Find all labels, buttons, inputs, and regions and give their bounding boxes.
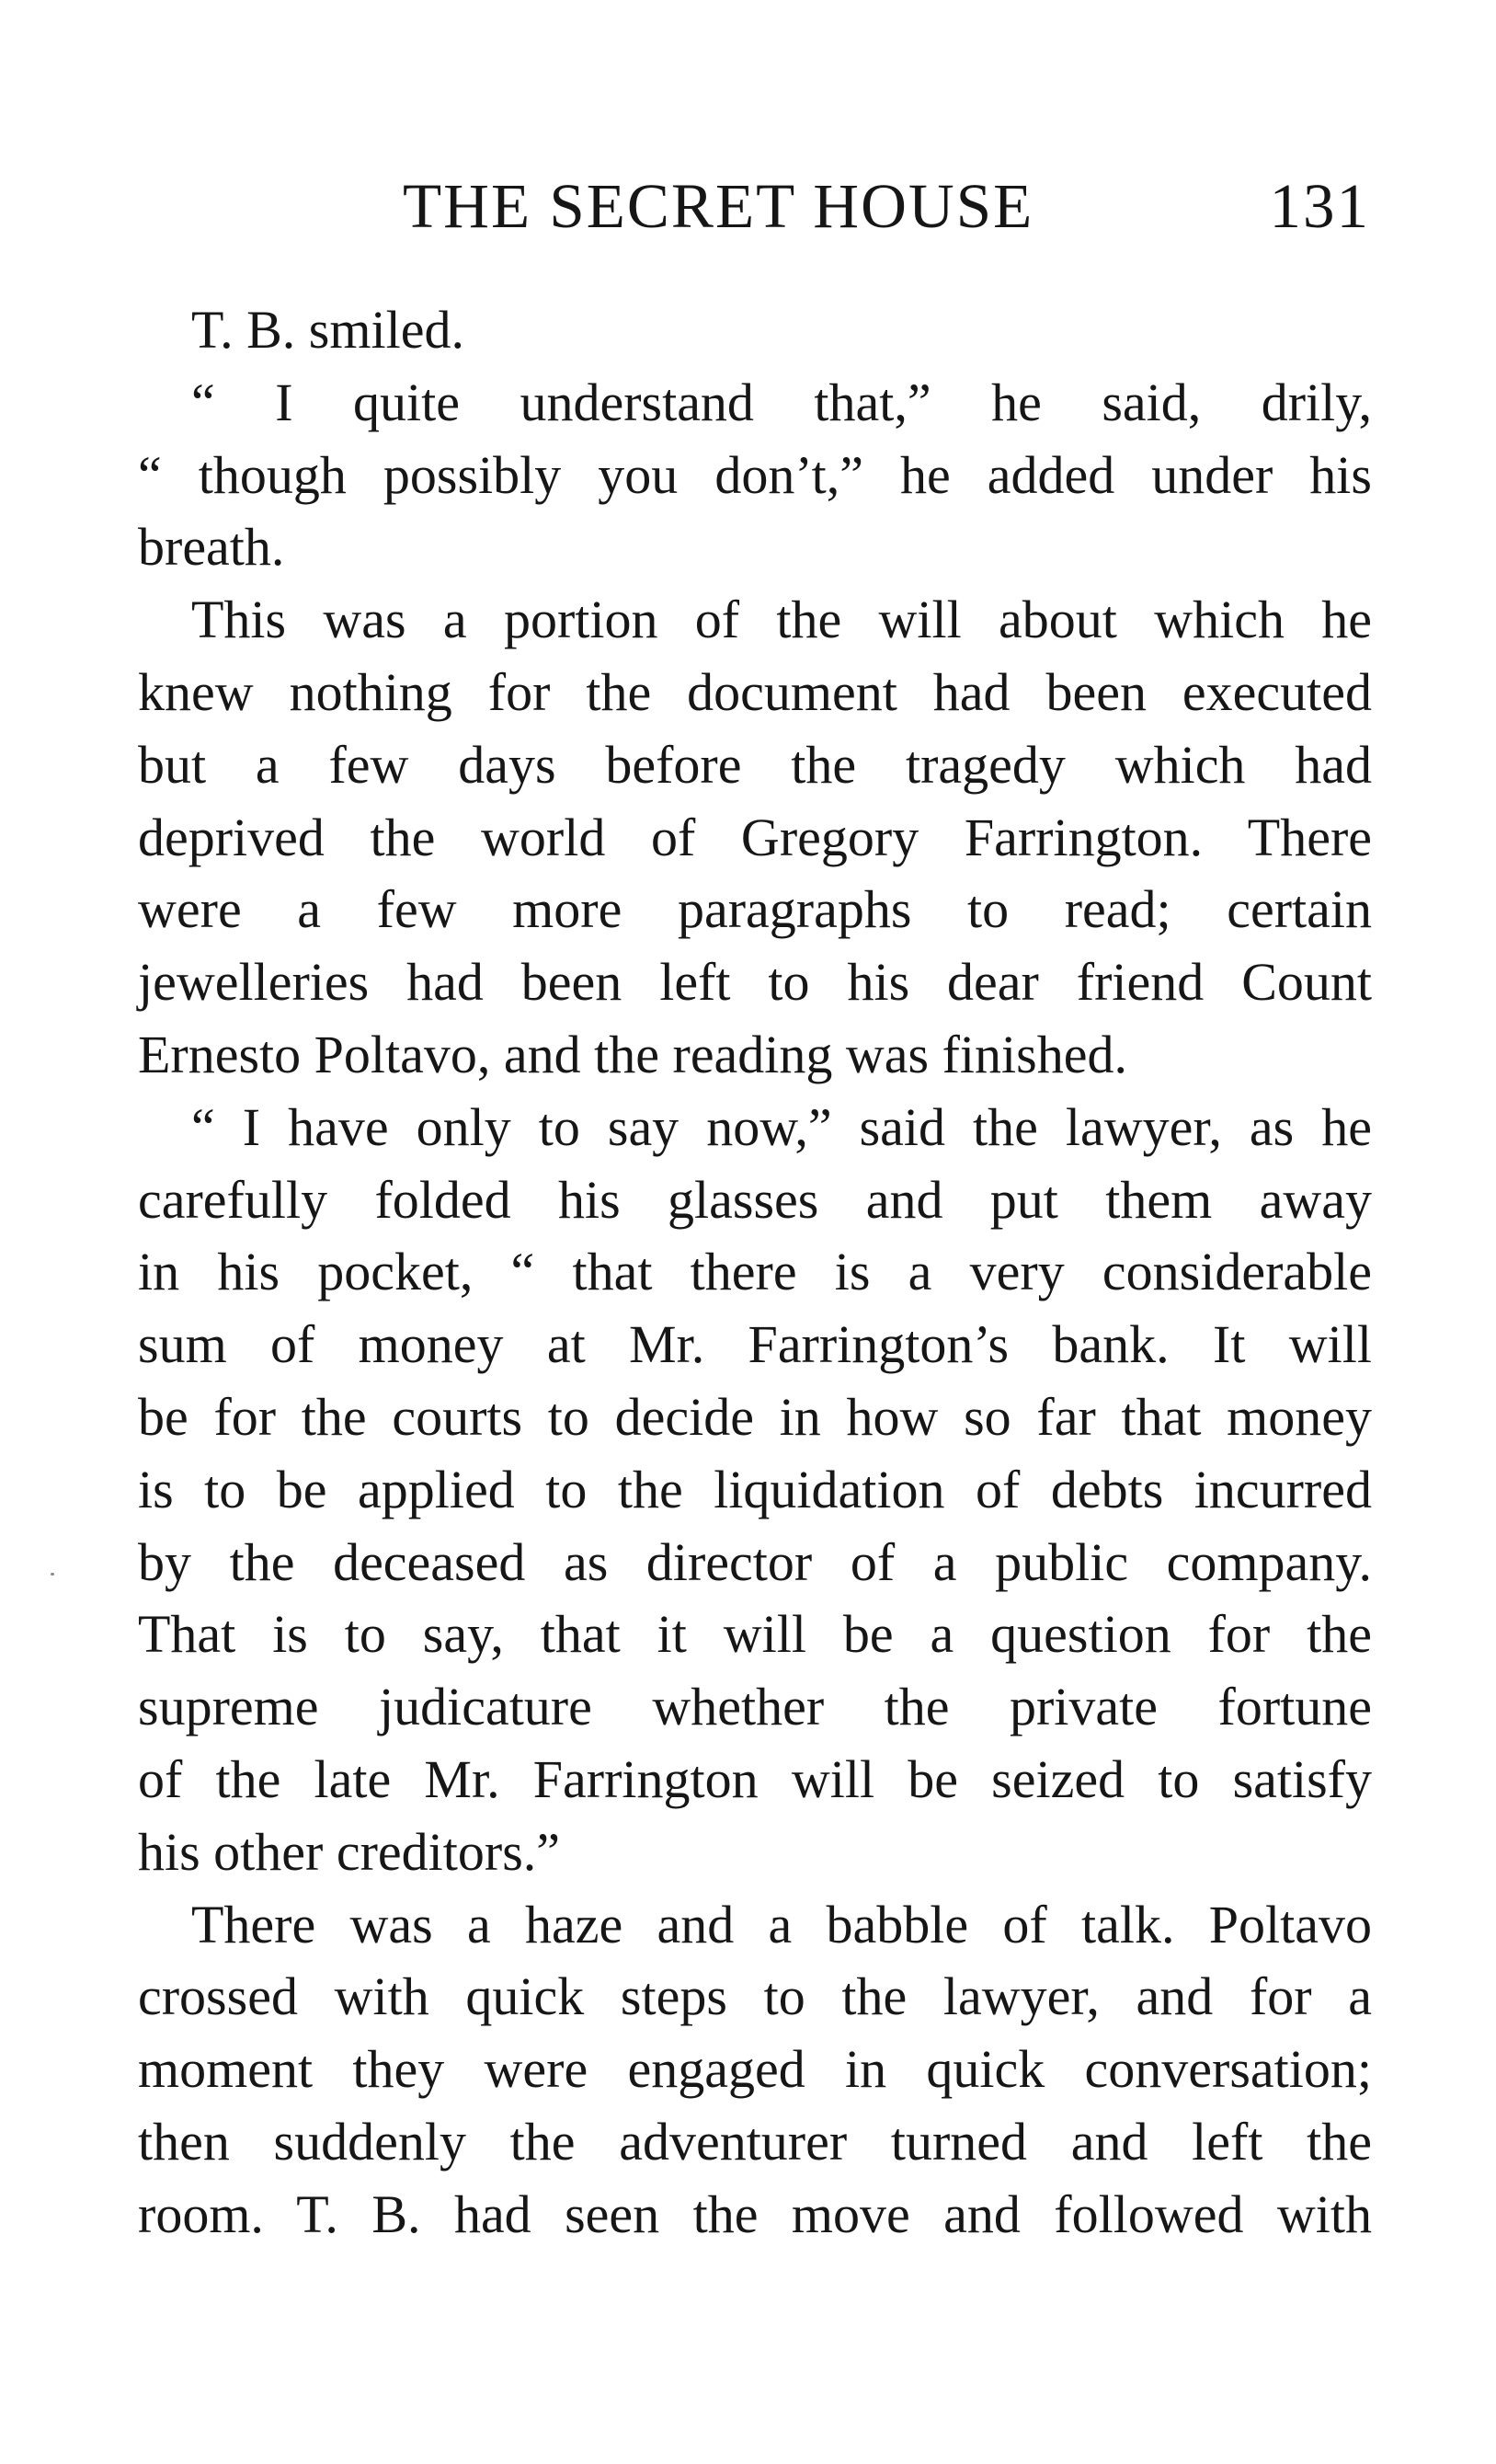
paragraph-line: in his pocket, “ that there is a very considerable — [138, 1242, 1372, 1302]
paragraph-line: deprived the world of Gregory Farrington. There — [138, 807, 1372, 867]
paragraph-line: T. B. smiled. — [191, 300, 464, 360]
paragraph-line: be for the courts to decide in how so far that money — [138, 1386, 1372, 1447]
ink-speck — [51, 1573, 54, 1576]
paragraph-line: of the late Mr. Farrington will be seized to satisfy — [138, 1748, 1372, 1809]
paragraph-line: breath. — [138, 517, 285, 578]
paragraph-line: jewelleries had been left to his dear friend Count — [138, 952, 1372, 1013]
paragraph-line: moment they were engaged in quick conversation; — [138, 2039, 1372, 2100]
running-head — [138, 170, 1370, 244]
paragraph-line: his other creditors.” — [138, 1821, 561, 1882]
paragraph-line: There was a haze and a babble of talk. Poltavo — [191, 1894, 1372, 1954]
paragraph-line: crossed with quick steps to the lawyer, and for a — [138, 1966, 1372, 2027]
paragraph-line: were a few more paragraphs to read; certain — [138, 879, 1372, 940]
paragraph-line: carefully folded his glasses and put them away — [138, 1169, 1372, 1230]
paragraph-line: Ernesto Poltavo, and the reading was finished. — [138, 1024, 1127, 1084]
paragraph-line: knew nothing for the document had been executed — [138, 661, 1372, 722]
paragraph-line: “ I quite understand that,” he said, drily, — [191, 372, 1372, 432]
paragraph-line: is to be applied to the liquidation of debts incurred — [138, 1459, 1372, 1519]
paragraph-line: That is to say, that it will be a question for the — [138, 1604, 1372, 1665]
page-number: 131 — [1269, 171, 1370, 241]
paragraph-line: but a few days before the tragedy which had — [138, 734, 1372, 795]
paragraph-line: by the deceased as director of a public company. — [138, 1531, 1372, 1592]
paragraph-line: “ I have only to say now,” said the lawyer, as he — [191, 1096, 1372, 1157]
paragraph-line: sum of money at Mr. Farrington’s bank. It will — [138, 1314, 1372, 1375]
paragraph-line: supreme judicature whether the private fortune — [138, 1677, 1372, 1737]
paragraph-line: This was a portion of the will about which he — [191, 590, 1372, 650]
paragraph-line: “ though possibly you don’t,” he added under his — [138, 444, 1372, 505]
paragraph-line: then suddenly the adventurer turned and left the — [138, 2111, 1372, 2172]
paragraph-line: room. T. B. had seen the move and followed with — [138, 2183, 1372, 2244]
body-text — [138, 294, 1372, 2252]
running-title: THE SECRET HOUSE — [403, 171, 1034, 241]
